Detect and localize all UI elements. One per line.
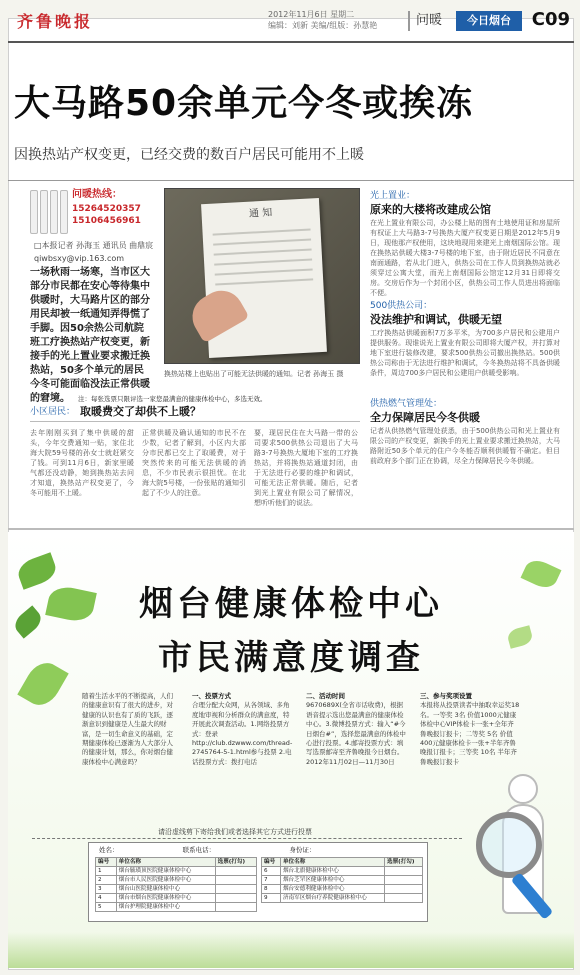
section2-kicker: 小区居民：: [30, 407, 76, 417]
dateline: [268, 9, 408, 31]
mascot-head: [508, 774, 538, 804]
notice-text-line: [215, 278, 313, 285]
body-column: 去年刚刚买到了集中供暖的甜头，今年交费通知一贴，家住北海大院59号楼的孙女士就赶紧交了钱。可到11月6日，新家里暖气都还没动静，她到换热站去问才知道，换热站产权变更了，今冬可能用不上暖。: [30, 429, 134, 497]
ballot-checkbox[interactable]: [384, 876, 422, 885]
body-column: 正常供暖及确认通知的市民不在少数，记者了解到，小区内大部分市民都已交上了取暖费，对于突然传来的可能无法供暖的消息，不少市民表示很担忧。在北海大院5号楼，一份张贴的通知引起了不少人的注意。: [142, 429, 246, 497]
ad-column-text: 9670689X(全省市话收费)，根据语音提示选出您最满意的健康体检中心。3.微博投票方式：输入“#今日烟台#”，选择您最满意的体检中心进行投票。4.邮寄投票方式：填写选票邮寄至齐鲁晚报今日烟台。2012年11月02日—11月30日: [306, 701, 406, 766]
ad-column-heading: 一、投票方式: [192, 692, 231, 700]
ballot-header-row: [262, 858, 423, 867]
section2-rule: [30, 421, 360, 422]
ballot-number: 6: [262, 867, 281, 876]
hotline-label: 问暖热线：: [72, 189, 122, 200]
editor-credits: 编辑：刘新 美编/组版：孙慧艳: [268, 21, 378, 30]
ballot-row: [96, 867, 257, 876]
ad-column: [306, 692, 406, 816]
notice-text-line: [213, 228, 311, 235]
notice-text-line: [215, 268, 313, 275]
survey-advertisement: [8, 532, 574, 968]
side-block: [370, 300, 560, 390]
ad-column-heading: 三、参与奖项设置: [420, 692, 472, 700]
notice-text-line: [214, 248, 312, 255]
ballot-unit: 济南军区烟台疗养院健康体检中心: [280, 894, 384, 903]
side-kicker: 500供热公司：: [370, 301, 433, 311]
ballot-unit: 烟台北旗健康体检中心: [280, 867, 384, 876]
ballot-header-row: [96, 858, 257, 867]
side-kicker: 供热燃气管理处：: [370, 399, 443, 409]
ad-title: 烟台健康体检中心: [139, 584, 443, 624]
masthead-rule: [8, 41, 574, 43]
id-label: 身份证：: [289, 846, 316, 854]
cut-instruction: 请沿虚线剪下寄给我们或者选择其它方式进行投票: [158, 828, 312, 836]
ballot-row: [96, 885, 257, 894]
ballot-row: [96, 894, 257, 903]
news-photo: [164, 188, 360, 364]
photo-caption: 换热站楼上也贴出了可能无法供暖的通知。记者 孙海玉 摄: [164, 370, 344, 378]
ad-subtitle: 市民满意度调查: [158, 638, 424, 678]
headline-rule: [8, 180, 574, 181]
ad-divider: [8, 528, 574, 530]
ad-column: [192, 692, 292, 816]
ballot-number: 8: [262, 885, 281, 894]
hotline-number: 15106456961: [72, 216, 141, 226]
phone-label: 联系电话：: [182, 846, 216, 854]
name-label: 姓名：: [99, 846, 119, 854]
radiator-icon: [30, 190, 68, 234]
section2-title: 取暖费交了却供不上暖？: [80, 405, 201, 418]
column-header: 单位名称: [280, 858, 384, 867]
ad-column-text: 本报将从投票读者中抽取幸运奖18名。一等奖 3名 价值1000元健康体检中心VIP体检卡一张+全年齐鲁晚报订报卡；二等奖 5名 价值400元健康体检卡一张+半年齐鲁晚报订报卡；三等奖 10名 半年齐鲁晚报订报卡: [420, 701, 520, 766]
byline: □本报记者 孙海玉 通讯员 曲鼎宸: [34, 241, 154, 250]
ballot-checkbox[interactable]: [384, 867, 422, 876]
ballot-row: [262, 876, 423, 885]
ballot-table-right: [261, 857, 423, 903]
ballot-unit: 烟台市人民医院健康体检中心: [116, 876, 215, 885]
ad-column-heading: 二、活动时间: [306, 692, 345, 700]
newspaper-logo: 齐鲁晚报: [16, 12, 93, 31]
magnifier-icon: [476, 812, 542, 878]
section-name: 问暖: [408, 11, 452, 31]
subheadline: 因换热站产权变更，已经交费的数百户居民可能用不上暖: [14, 147, 364, 163]
column-header: 选票(打勾): [384, 858, 422, 867]
ad-column: [420, 692, 520, 816]
ballot-number: 1: [96, 867, 117, 876]
ballot-checkbox[interactable]: [215, 894, 256, 903]
ballot-number: 5: [96, 903, 117, 912]
ballot-unit: 烟台芝罘区健康体检中心: [280, 876, 384, 885]
ballot-unit: 烟台安德利健康体检中心: [280, 885, 384, 894]
ballot-number: 3: [96, 885, 117, 894]
grass-decoration: [8, 932, 574, 968]
ballot-unit: 烟台山医院健康体检中心: [116, 885, 215, 894]
ballot-checkbox[interactable]: [215, 876, 256, 885]
ballot-number: 9: [262, 894, 281, 903]
column-header: 单位名称: [116, 858, 215, 867]
lead-paragraph: 一场秋雨一场寒，当市区大部分市民都在安心等待集中供暖时，大马路片区的部分用民却被一纸通知弄得慌了手脚。因50余热公司航院班工疗换热站产权变更，新接手的光上置业要求搬迁换热站，50多个单元的居民今冬可能面临没法正常供暖的窘境。: [30, 267, 150, 404]
body-column: 要，现居民住在大马路一带的公司要求500供热公司退出了大马路3-7号换热大厦地下室的工疗换热站，并将换热站通道封闭，由于无法进行必要的维护和调试，可能无法正常供暖。随后，记者到光上置业有限公司了解情况，想听听他们的说法。: [254, 429, 358, 507]
ballot-row: [96, 876, 257, 885]
ballot-table-left: [95, 857, 257, 912]
reporter-email: qiwbsxy@vip.163.com: [34, 254, 125, 263]
cut-line: [32, 838, 462, 839]
ad-column-text: 合理分配大众网，从各领域、多角度地审视和分析群众的满意度，特开展此次调查活动。1.网络投票方式：登录http://club.dzwww.com/thread-2745764-5-1.html参与投票 2.电话投票方式：拨打电话: [192, 701, 293, 766]
notice-text-line: [213, 238, 311, 245]
section-tab: 今日烟台: [456, 11, 522, 31]
ballot-footnote: 注：每张选票只限评选一家您最满意的健康体检中心，多选无效。: [78, 395, 267, 403]
ballot-number: 7: [262, 876, 281, 885]
ad-column-text: 随着生活水平的不断提高，人们的健康意识有了很大的进步，对健康的认识也有了质的飞跃，逐渐意识到健康是人生最大的财富，是一切生命意义的基础，定期健康体检已逐渐为人大部分人的健康计划，那么，你对烟台健康体检中心满意吗？: [82, 692, 173, 766]
side-text: 在光上置业有限公司，办公楼上贴的图有土地使用证和房屋所有权证上大马路3-7号换热大厦产权变更日期是2012年5月9日，现他那产权使用，这块地现用来建光上南烟国际公馆。现在换热站供暖大楼3-7号楼的地下室，由于附近居民不同意在南面通路，若从北门进入，供热公司在工作人员到换热站就必须穿过公寓大堂，而光上南烟国际公馆定12月31日即将交房。交房后作为一个封闭小区，供热公司工作人员进出将面临不便。: [370, 219, 560, 297]
side-block: [370, 398, 560, 516]
ballot-number: 4: [96, 894, 117, 903]
side-text: 记者从供热燃气管理处获悉，由于500供热公司和光上置业有限公司的产权变更，新换手的光上置业要求搬迁换热站，大马路附近50多个单元的住户今冬能否顺利供暖暂不确定。但目前政府多个部门正在协调，尽全力保障居民今冬供暖。: [370, 427, 560, 465]
column-header: 编号: [262, 858, 281, 867]
column-header: 编号: [96, 858, 117, 867]
hotline-number: 15264520357: [72, 204, 141, 214]
ballot-row: [96, 903, 257, 912]
publish-date: 2012年11月6日 星期二: [268, 10, 355, 19]
ballot-checkbox[interactable]: [384, 894, 422, 903]
ballot-checkbox[interactable]: [384, 885, 422, 894]
side-title: 原来的大楼将改建成公馆: [370, 203, 491, 216]
ballot-row: [262, 867, 423, 876]
ballot-checkbox[interactable]: [215, 867, 256, 876]
side-kicker: 光上置业：: [370, 191, 416, 201]
ballot-unit: 烟台市烟台医院健康体检中心: [116, 894, 215, 903]
notice-text-line: [214, 258, 312, 265]
side-title: 全力保障居民今冬供暖: [370, 411, 480, 424]
ad-column: [82, 692, 178, 816]
ballot-checkbox[interactable]: [215, 903, 256, 912]
side-title: 没法维护和调试，供暖无望: [370, 313, 502, 326]
side-block: [370, 190, 560, 310]
ballot-row: [262, 894, 423, 903]
side-text: 工疗换热站供暖面积7万多平米，为700多户居民和公建用户提供服务。现谁说光上置业有限公司即将大厦产权，并打算对地下室进行装修改建，要求500供热公司撤出换热站。500供热公司称由于无法进行维护和调试，今冬换热站将不具备供暖条件，周边700多户居民和公建用户供暖受影响。: [370, 329, 560, 377]
page-number: C09: [531, 9, 570, 30]
notice-title: 通 知: [248, 207, 273, 220]
ballot-unit: 烟台毓璜顶医院健康体检中心: [116, 867, 215, 876]
ballot-fields: [99, 845, 315, 855]
headline: 大马路50余单元今冬或挨冻: [14, 83, 474, 124]
ballot-number: 2: [96, 876, 117, 885]
ballot-unit: 烟台护理院健康体检中心: [116, 903, 215, 912]
ballot-form: [88, 842, 428, 922]
ballot-row: [262, 885, 423, 894]
ballot-checkbox[interactable]: [215, 885, 256, 894]
column-header: 选票(打勾): [215, 858, 256, 867]
